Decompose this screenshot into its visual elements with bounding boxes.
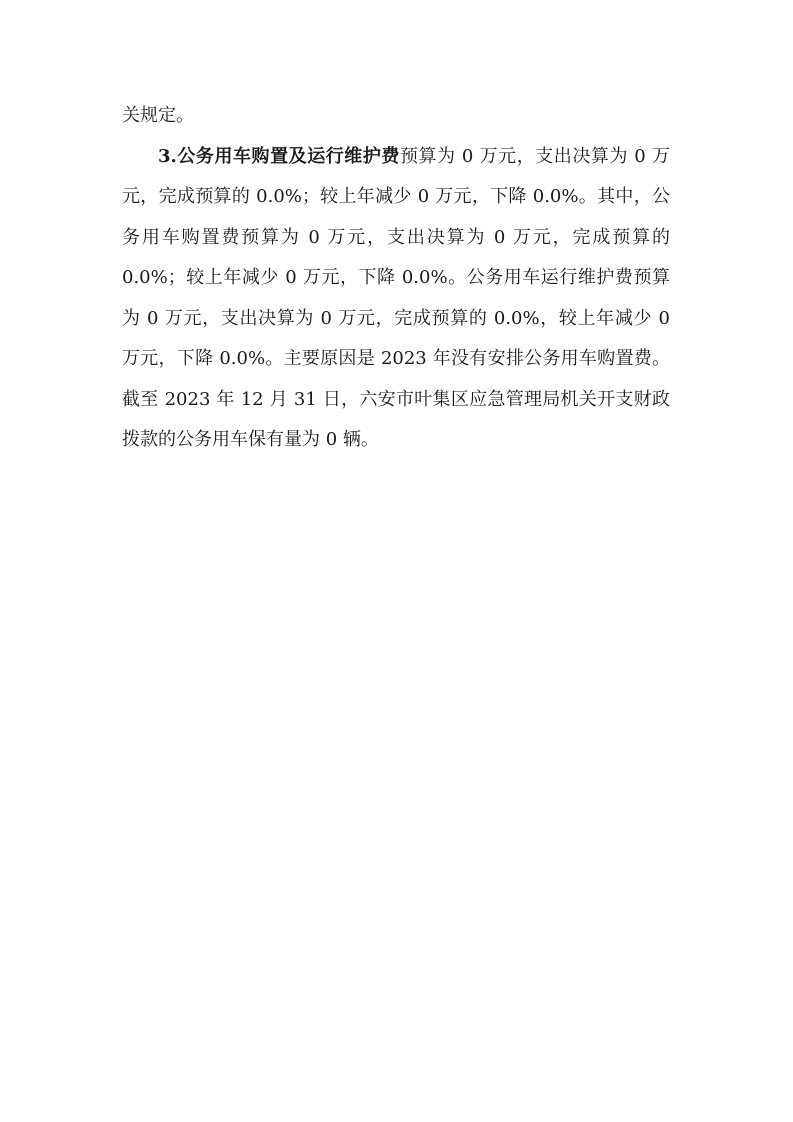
paragraph-text: 关规定。 [122,105,194,126]
paragraph-vehicle-expenses [122,137,670,461]
document-body [122,96,670,461]
paragraph-text: 预算为 0 万元，支出决算为 0 万元，完成预算的 0.0%；较上年减少 0 万元，下降 0.0%。其中，公务用车购置费预算为 0 万元，支出决算为 0 万元，完成预算的 0.0%；较上年减少 0 万元，下降 0.0%。公务用车运行维护费预算为 0 万元，支出决算为 0 万元，完成预算的 0.0%，较上年减少 0 万元，下降 0.0%。主要原因是 2023 年没有安排公务用车购置费。截至 2023 年 12 月 31 日，六安市叶集区应急管理局机关开支财政拨款的公务用车保有量为 0 辆。 [122,145,670,450]
section-heading: 3.公务用车购置及运行维护费 [158,145,400,167]
paragraph-continuation [122,96,670,137]
